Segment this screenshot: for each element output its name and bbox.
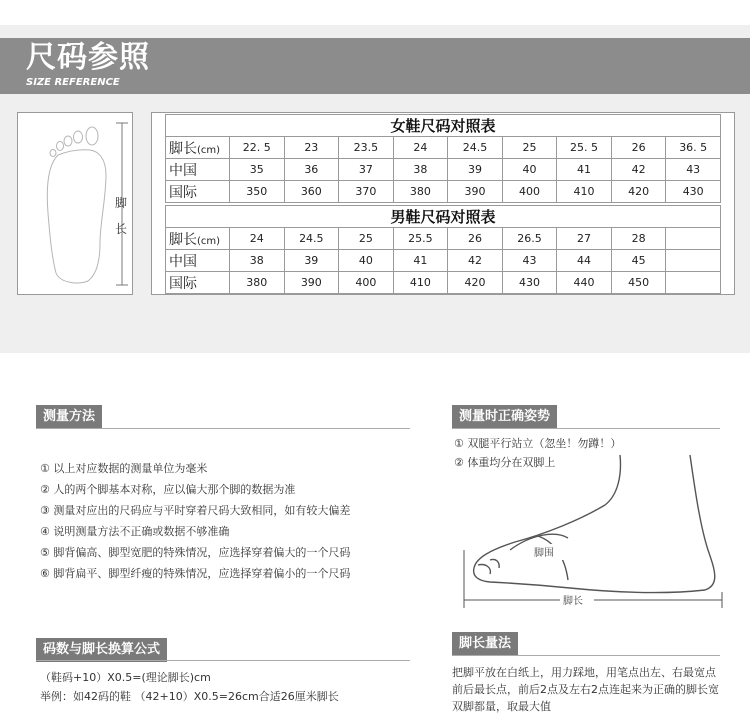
table-caption-row xyxy=(166,115,721,137)
table-cell: 430 xyxy=(502,272,557,294)
table-cell: 400 xyxy=(502,181,557,203)
posture-divider xyxy=(452,428,720,429)
table-cell: 26 xyxy=(448,228,503,250)
girth-label: 脚围 xyxy=(534,548,554,559)
row-label: 国际 xyxy=(166,272,230,294)
table-cell: 24.5 xyxy=(284,228,339,250)
list-item: ① 双腿平行站立（忽坐！勿蹲！） xyxy=(454,437,622,450)
table-cell: 23 xyxy=(284,137,339,159)
formula-text xyxy=(40,668,420,706)
table-cell: 390 xyxy=(448,181,503,203)
formula-example: 举例：如42码的鞋 （42+10）X0.5=26cm合适26厘米脚长 xyxy=(40,690,339,703)
table-row xyxy=(166,159,721,181)
table-row xyxy=(166,137,721,159)
table-cell: 40 xyxy=(339,250,394,272)
table-cell: 410 xyxy=(557,181,612,203)
list-item: ⑥ 脚背扁平、脚型纤瘦的特殊情况，应选择穿着偏小的一个尺码 xyxy=(40,567,351,580)
table-cell: 38 xyxy=(393,159,448,181)
row-label: 中国 xyxy=(166,250,230,272)
row-label-text: 脚长 xyxy=(169,231,197,248)
length-label: 脚长 xyxy=(563,596,583,607)
table-cell: 410 xyxy=(393,272,448,294)
table-cell: 42 xyxy=(448,250,503,272)
table-cell: 430 xyxy=(666,181,721,203)
table-cell: 440 xyxy=(557,272,612,294)
table-cell: 26.5 xyxy=(502,228,557,250)
table-cell: 43 xyxy=(502,250,557,272)
method-divider xyxy=(36,428,410,429)
table-cell: 25.5 xyxy=(393,228,448,250)
measure-divider xyxy=(452,655,720,656)
table-cell: 45 xyxy=(611,250,666,272)
table-cell: 24 xyxy=(393,137,448,159)
row-label xyxy=(166,228,230,250)
table-cell: 35 xyxy=(230,159,285,181)
list-item: ⑤ 脚背偏高、脚型宽肥的特殊情况，应选择穿着偏大的一个尺码 xyxy=(40,546,351,559)
table-row xyxy=(166,228,721,250)
row-label-text: 脚长 xyxy=(169,140,197,157)
table-cell: 25. 5 xyxy=(557,137,612,159)
table-cell: 390 xyxy=(284,272,339,294)
table-row xyxy=(166,250,721,272)
table-cell: 28 xyxy=(611,228,666,250)
table-cell: 36. 5 xyxy=(666,137,721,159)
table-cell: 38 xyxy=(230,250,285,272)
table-cell: 360 xyxy=(284,181,339,203)
page-subtitle: SIZE REFERENCE xyxy=(26,77,120,88)
row-unit: (cm) xyxy=(197,235,221,247)
table-cell: 42 xyxy=(611,159,666,181)
list-item: ③ 测量对应出的尺码应与平时穿着尺码大致相同，如有较大偏差 xyxy=(40,504,351,517)
table-cell: 24.5 xyxy=(448,137,503,159)
posture-title: 测量时正确姿势 xyxy=(452,405,557,429)
men-table-caption: 男鞋尺码对照表 xyxy=(166,206,721,228)
table-cell: 25 xyxy=(502,137,557,159)
measure-text: 把脚平放在白纸上，用力踩地，用笔点出左、右最宽点前后最长点，前后2点及左右2点连起来为正确的脚长宽双脚都量，取最大值 xyxy=(452,666,719,713)
list-item: ① 以上对应数据的测量单位为毫米 xyxy=(40,462,208,475)
table-cell: 26 xyxy=(611,137,666,159)
table-cell: 40 xyxy=(502,159,557,181)
row-unit: (cm) xyxy=(197,144,221,156)
table-cell: 450 xyxy=(611,272,666,294)
table-cell: 44 xyxy=(557,250,612,272)
table-caption-row xyxy=(166,206,721,228)
row-label: 中国 xyxy=(166,159,230,181)
table-cell xyxy=(666,250,721,272)
table-cell: 25 xyxy=(339,228,394,250)
table-cell: 37 xyxy=(339,159,394,181)
table-cell: 36 xyxy=(284,159,339,181)
table-cell: 24 xyxy=(230,228,285,250)
table-cell: 27 xyxy=(557,228,612,250)
table-cell: 23.5 xyxy=(339,137,394,159)
table-cell: 43 xyxy=(666,159,721,181)
women-size-table xyxy=(165,114,721,203)
foot-side-illustration-icon xyxy=(460,450,740,615)
table-row xyxy=(166,181,721,203)
measure-title: 脚长量法 xyxy=(452,632,518,656)
formula-title: 码数与脚长换算公式 xyxy=(36,638,167,662)
table-row xyxy=(166,272,721,294)
table-cell: 39 xyxy=(284,250,339,272)
table-cell: 39 xyxy=(448,159,503,181)
list-item: ② 体重均分在双脚上 xyxy=(454,456,556,469)
table-cell: 370 xyxy=(339,181,394,203)
page-title: 尺码参照 xyxy=(26,40,150,75)
table-cell: 380 xyxy=(393,181,448,203)
table-cell: 380 xyxy=(230,272,285,294)
table-cell: 22. 5 xyxy=(230,137,285,159)
foot-length-vertical-label: 脚长 xyxy=(115,196,128,236)
list-item: ④ 说明测量方法不正确或数据不够准确 xyxy=(40,525,230,538)
list-item: ② 人的两个脚基本对称，应以偏大那个脚的数据为准 xyxy=(40,483,296,496)
table-cell: 41 xyxy=(393,250,448,272)
table-cell xyxy=(666,228,721,250)
table-cell: 420 xyxy=(611,181,666,203)
row-label xyxy=(166,137,230,159)
formula-divider xyxy=(36,660,410,661)
table-cell: 400 xyxy=(339,272,394,294)
formula-line: （鞋码+10）X0.5=(理论脚长)cm xyxy=(40,671,211,684)
men-size-table xyxy=(165,205,721,294)
table-cell: 420 xyxy=(448,272,503,294)
method-title: 测量方法 xyxy=(36,405,102,429)
row-label: 国际 xyxy=(166,181,230,203)
table-cell xyxy=(666,272,721,294)
method-list xyxy=(40,458,420,584)
table-cell: 350 xyxy=(230,181,285,203)
table-cell: 41 xyxy=(557,159,612,181)
women-table-caption: 女鞋尺码对照表 xyxy=(166,115,721,137)
